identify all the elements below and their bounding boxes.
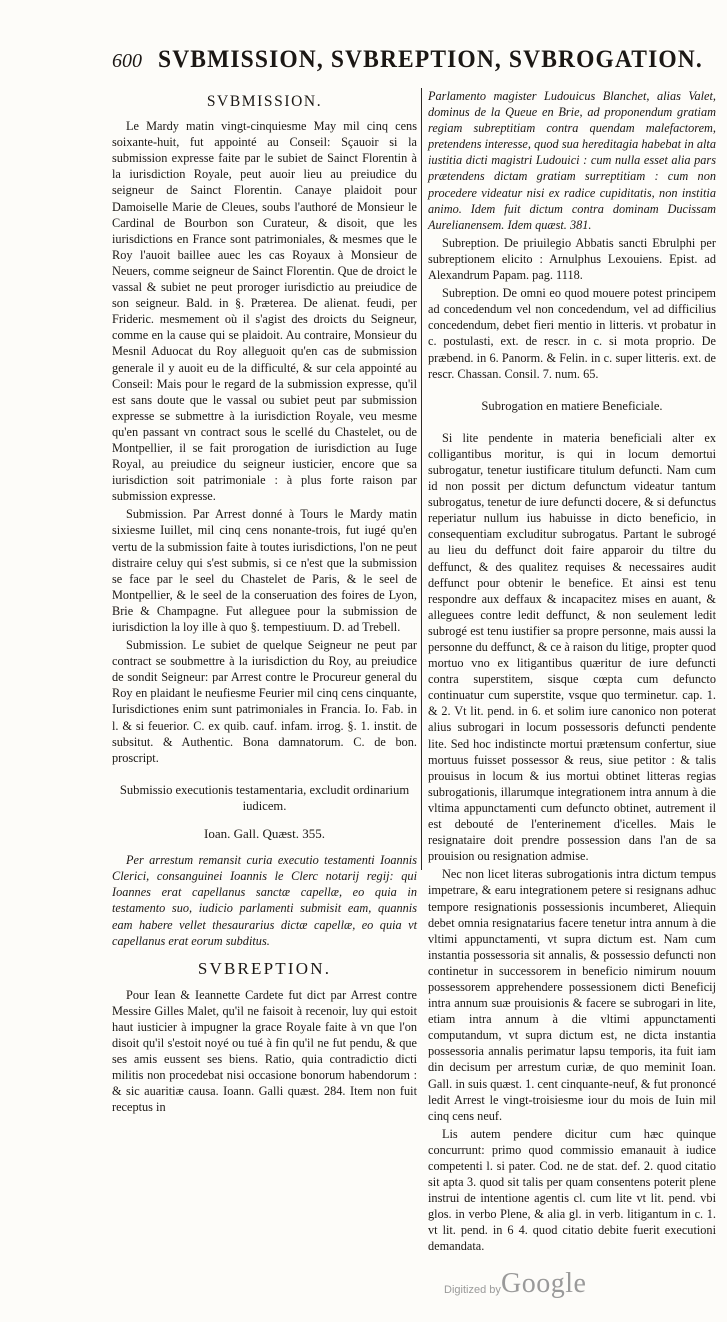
paragraph: Lis autem pendere dicitur cum hæc quinque concurrunt: primo quod commissio emanauit à iudice competenti l. si pater. Cod. ne de stat. def. 2. quod citatio sit apta 3. quod sit talis per quam consentens poterit plene instrui de intentione agentis cl. cum lite vt lit. pend. vbi glos. in verbo Plene, & alia gl. in verb. litigantum in c. 1. vt lit. pend. in 6 4. quod citatio debite fuerit executioni demandata. — [428, 1126, 716, 1254]
latin-text: Per arrestum remansit curia executio testamenti Ioannis Clerici, consanguinei Ioannis le Clerc notarij regij: qui Ioannes erat capellanus sanctæ capellæ, eo quia in testamento suo, iudicio parlamenti submisit eam, quannis eam habere vellet thesaurarius dictæ capellæ, eo quia vt capellanus erat eorum subditus. — [112, 853, 417, 948]
paragraph: Subreption. De omni eo quod mouere potest principem ad concedendum vel non concedendum, vel ad difficilius concedendum, debet fieri mentio in litteris. vt probatur in c. postulasti, ext. de rescr. in c. si mota proprio. De præbend. in 6. Panorm. & Felin. in c. super litteris. ext. de rescr. Chassan. Consil. 7. num. 65. — [428, 286, 716, 381]
spacer — [112, 766, 417, 776]
running-head — [112, 46, 716, 86]
paragraph: Si lite pendente in materia beneficiali alter ex colligantibus moritur, is qui in locum demortui subrogatur, tenetur iustificare titulum defuncti. Nam cum id non possit per dictum defunctum videatur tantum subrogatus, tenetur de iure defuncti docere, & si defunctus reperiatur nullum ius habuisse in dicto beneficio, in consequentiam excluditur subrogatus. Partant le subrogé au lieu du deffunct doit faire apparoir du tiltre du deffunct, & des qualitez requises & necessaires audit deffunct pour obtenir le benefice. Et ainsi est tenu respondre aux deffaux & incapacitez mises en auant, & alleguees contre ledit deffunct, & non seulement ledit subrogé est tenu iustifier sa propre personne, mais aussi la personne du deffunct, & ce à raison du litige, propter quod mortuo vno ex litigantibus quæritur de iure defuncti contra superstitem, sisque cœpta cum defuncto continuatur cum superstite, vsque quo terminetur. cap. 1. & 2. Vt lit. pend. in 6. et solim iure canonico non poterat alius subrogari in locum possessoris defuncti pendente lite. Sed hoc indistincte mortui prætensum confertur, siue mortuus fuisset possessor & reus, siue petitor : & talis prouisus in locum & ius mortui obtinet litteras regias subrogationis, illarumque integrationem intra annum à die vltima appunctamenti cum defuncto obtinet, autrement il est debouté de l'enterinement d'icelles. Mais le resignataire doit prendre possession dans l'an de sa prouision ou resignation admise. — [428, 430, 716, 864]
watermark-small-text: Digitized by — [444, 1284, 501, 1296]
paragraph: Nec non licet literas subrogationis intra dictum tempus impetrare, & earu integrationem petere si resignans adhuc tempore resignationis possessionis incumberet, Aliequin debet omnia resignatarius facere tenetur intra annum à die vltimi appunctamenti, vt supra dictum est. Nam cum instantia possessoria sit annalis, & possessio defuncti non continetur in successorem in beneficio nimirum nouum possessorem apprehendere possessionem dicti Beneficij intra annum suæ prouisionis & facere se subrogari in lite, etiam intra annum à die vltimi appunctamenti computandum, vt supra dictum est, ne dicta instantia possessoria annalis perimatur lapsu temporis, ita fuit iam din decisum per arrestum curiæ, de quo meminit Ioan. Gall. in suis quæst. 1. cent cinquante-neuf, & fut prononcé ledit Arrest le vingt-troisiesme iour du mois de Iuin mil cinq cens neuf. — [428, 867, 716, 1123]
subheading-executio: Submissio executionis testamentaria, excludit ordinarium iudicem. — [119, 782, 410, 813]
spacer — [428, 420, 716, 430]
digitized-by-google-watermark — [444, 1270, 644, 1304]
latin-paragraph — [428, 88, 716, 233]
section-heading-subrogation: Subrogation en matiere Beneficiale. — [481, 398, 663, 413]
latin-text: Parlamento magister Ludouicus Blanchet, alias Valet, dominus de la Queue en Brie, ad proponendum gratiam regiam subreptitiam contra quendam malefactorem, pretendens interesse, quod sua hereditagia habebat in alta iustitia dicti magistri Ludouici : cum nulla esset alia pars prætendens dictam gratiam surreptitiam : cum non procedere videatur nisi ex radice cupiditatis, non institia animo. Idem fuit dictum contra dominam Ducissam Aurelianensem. Idem quæst. 381. — [428, 89, 716, 232]
left-column — [112, 88, 417, 1116]
section-heading-submission: SVBMISSION. — [206, 93, 323, 110]
paragraph: Submission. Le subiet de quelque Seigneur ne peut par contract se soubmettre à la iurisdiction du Roy, au preiudice de sondit Seigneur: par Arrest contre le Procureur general du Roy en plaidant le neufiesme Feurier mil cinq cens cinquante, Iurisdictiones enim sunt patrimoniales in Francia. Io. Fab. in l. & si feuerior. C. ex quib. cauf. infam. irrog. §. 1. instit. de subsitut. & Authentic. Bona damnatorum. C. de bon. proscript. — [112, 638, 417, 765]
paragraph: Subreption. De priuilegio Abbatis sancti Ebrulphi per subreptionem elicito : Arnulphus Lexouiens. Epist. ad Alexandrum Papam. pag. 1118. — [428, 235, 716, 283]
google-logo-text: Google — [501, 1268, 587, 1299]
page-number: 600 — [112, 50, 142, 72]
right-column — [428, 88, 716, 1255]
latin-paragraph — [112, 852, 417, 949]
column-divider — [421, 88, 422, 870]
citation-line: Ioan. Gall. Quæst. 355. — [204, 826, 325, 842]
paragraph: Submission. Par Arrest donné à Tours le Mardy matin sixiesme Iuillet, mil cinq cens nonante-trois, fut iugé qu'en vertu de la submission faite à toutes iurisdictions, l'on ne peut distraire celuy qui s'est submis, si ce n'est que la submission se face par le seel du Chastelet de Paris, & le seel de Montpellier, & le seel de la conseruation des foires de Lyon, Brie & Champagne. Fut alleguee pour la submission de iurisdiction la loy ille à quo §. tempestiuum. D. ad Trebell. — [112, 507, 417, 634]
paragraph: Pour Iean & Ieannette Cardete fut dict par Arrest contre Messire Gilles Malet, qu'il ne faisoit à recenoir, luy qui estoit haut iusticier à impugner la grace Royale faite à vn que l'on disoit qu'il s'estoit noyé ou tué à fin qu'il ne fut pendu, & que ses amis eussent ses biens. Ratio, quia contradictio dicti militis non procedebat nisi occasione bonorum habendorum : & sic auaritiæ causa. Ioann. Galli quæst. 284. Item non fuit receptus in — [112, 987, 417, 1115]
paragraph: Le Mardy matin vingt-cinquiesme May mil cinq cens soixante-huit, fut appointé au Conseil: Sçauoir si la submission expresse faite par le subiet de Sainct Florentin à la iurisdiction Royale, peut auoir lieu au preiudice du seigneur de Sainct Florentin. Canaye plaidoit pour Damoiselle Marie de Cleues, soubs l'authoré de Monsieur le Cardinal de Bourbon son Curateur, & disoit, que les iurisdictions en France sont patrimoniales, & mesmes que le Roy l'auoit baillee auec les cas Royaux à Monsieur de Neuers, comme seigneur de Sainct Florentin. Que de droict le vassal & subiet ne peut proroger iurisdictio au preiudice de son seigneur. Bald. in §. Præterea. De alienat. feudi, per Frideric. mesmement où il s'agist des droicts du Seigneur, comme en la cause qui se plaidoit. Au contraire, Monsieur du Mesnil Aduocat du Roy alleguoit qu'en cas de submission generale il y auoit eu de la difficulté, & sur cela appointé au Conseil: Mais pour le regard de la submission expresse, qu'il est sans doute que le vassal ou subiet peut par submission expresse se submettre à la iurisdiction Royale, veu mesme qu'en passant vn contract sous le scellé du Chastelet, ou de Montpellier, il se fait prorogation de iurisdiction au Iuge Royal, au preiudice du seigneur iusticier, encore que sa iurisdiction soit patrimoniale : à plus forte raison par submission expresse. — [112, 119, 417, 504]
page-title: SVBMISSION, SVBREPTION, SVBROGATION. — [158, 46, 703, 73]
spacer — [428, 382, 716, 392]
section-heading-subreption: SVBREPTION. — [197, 958, 332, 978]
